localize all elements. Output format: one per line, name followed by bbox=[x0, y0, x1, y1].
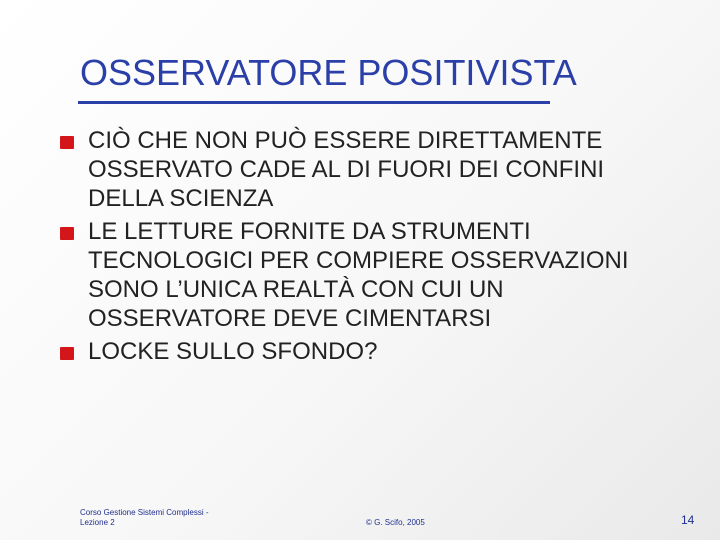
bullet-text-line: DELLA SCIENZA bbox=[88, 185, 274, 212]
square-bullet-icon bbox=[60, 227, 74, 240]
bullet-text-line: SONO L’UNICA REALTÀ CON CUI UN bbox=[88, 276, 504, 303]
bullet-item bbox=[62, 217, 702, 333]
footer-course-line: Corso Gestione Sistemi Complessi - bbox=[80, 508, 209, 517]
footer-lesson-line: Lezione 2 bbox=[80, 518, 115, 527]
footer-course-info bbox=[80, 508, 230, 528]
bullet-item bbox=[62, 126, 702, 213]
square-bullet-icon bbox=[60, 347, 74, 360]
bullet-item bbox=[62, 337, 702, 366]
bullet-list bbox=[62, 126, 702, 370]
square-bullet-icon bbox=[60, 136, 74, 149]
bullet-text-line: OSSERVATO CADE AL DI FUORI DEI CONFINI bbox=[88, 156, 605, 183]
title-underline bbox=[78, 101, 550, 104]
bullet-text-line: LOCKE SULLO SFONDO? bbox=[88, 338, 378, 365]
footer-copyright: © G. Scifo, 2005 bbox=[366, 518, 425, 527]
bullet-text-line: OSSERVATORE DEVE CIMENTARSI bbox=[88, 305, 492, 332]
page-number: 14 bbox=[681, 513, 695, 527]
bullet-text-line: TECNOLOGICI PER COMPIERE OSSERVAZIONI bbox=[88, 247, 629, 274]
slide-title: OSSERVATORE POSITIVISTA bbox=[80, 52, 577, 93]
bullet-text-line: CIÒ CHE NON PUÒ ESSERE DIRETTAMENTE bbox=[88, 127, 603, 154]
bullet-text-line: LE LETTURE FORNITE DA STRUMENTI bbox=[88, 218, 531, 245]
